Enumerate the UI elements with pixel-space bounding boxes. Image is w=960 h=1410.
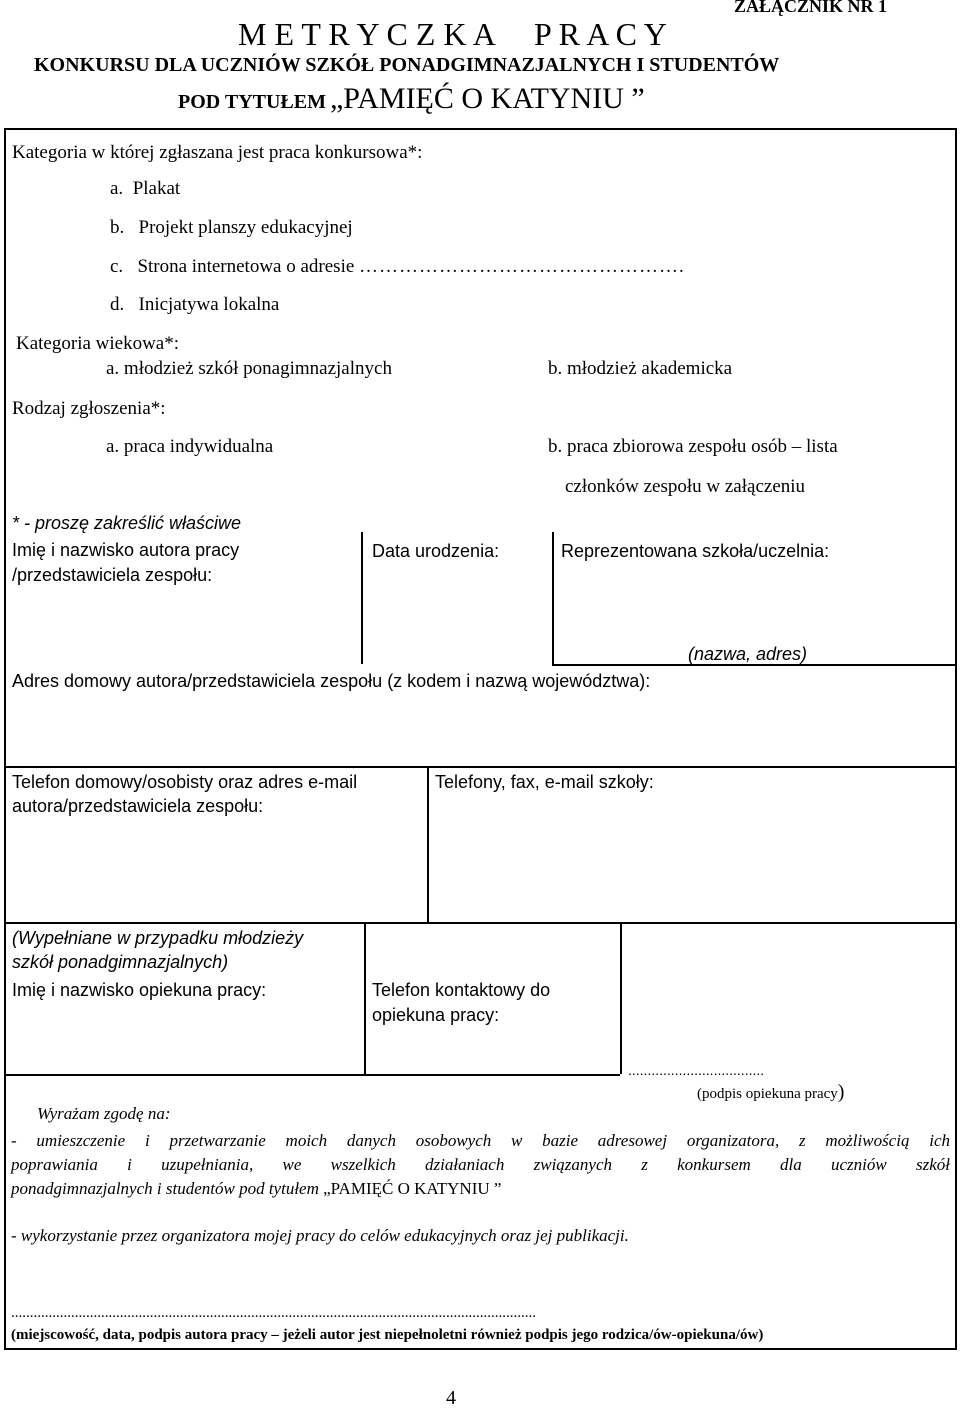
- divider: [361, 532, 363, 664]
- age-option-a[interactable]: a. młodzież szkół ponagimnazjalnych: [106, 358, 392, 379]
- divider: [427, 766, 429, 922]
- under-title-prefix: POD TYTUŁEM: [178, 91, 326, 113]
- form-title: M E T R Y C Z K A P R A C Y: [238, 16, 667, 52]
- supervisor-phone-label: [372, 980, 550, 1026]
- supervisor-signature-text: (podpis opiekuna pracy: [697, 1086, 838, 1102]
- supervisor-note-line2: szkół ponadgimnazjalnych): [12, 952, 229, 972]
- author-signature-label: (miejscowość, data, podpis autora pracy – jeżeli autor jest niepełnoletni również podpis jego rodzica/ów-opiekuna/ów): [11, 1327, 764, 1343]
- supervisor-phone-line2: opiekuna pracy:: [372, 1005, 500, 1025]
- url-dots: ………………………………………….: [359, 256, 685, 277]
- option-text: Plakat: [132, 178, 181, 199]
- consent-item1-line2: poprawiania i uzupełniania, we wszelkich działaniach związanych z konkursem dla uczniów szkół: [11, 1155, 950, 1174]
- submission-type-label: Rodzaj zgłoszenia*:: [12, 398, 166, 419]
- footnote: * - proszę zakreślić właściwe: [12, 513, 242, 533]
- option-letter: d.: [110, 294, 125, 315]
- birth-date-label: Data urodzenia:: [372, 541, 500, 561]
- option-letter: b.: [110, 217, 125, 238]
- option-letter: a.: [110, 178, 124, 199]
- supervisor-name-field[interactable]: [10, 1008, 358, 1068]
- form-subtitle: KONKURSU DLA UCZNIÓW SZKÓŁ PONADGIMNAZJALNYCH I STUDENTÓW: [34, 54, 780, 76]
- personal-contact-field[interactable]: [10, 826, 420, 916]
- option-text: Inicjatywa lokalna: [138, 294, 280, 315]
- home-address-field[interactable]: [10, 700, 950, 760]
- supervisor-name-label: Imię i nazwisko opiekuna pracy:: [12, 980, 267, 1000]
- divider: [552, 532, 554, 664]
- school-contact-label: Telefony, fax, e-mail szkoły:: [435, 772, 654, 792]
- author-name-field[interactable]: [12, 595, 352, 655]
- divider: [4, 1074, 620, 1076]
- supervisor-phone-field[interactable]: [370, 1036, 614, 1070]
- supervisor-signature-label: [697, 1081, 844, 1104]
- supervisor-signature-field[interactable]: [626, 928, 948, 1058]
- option-text: Projekt planszy edukacyjnej: [138, 217, 353, 238]
- divider: [364, 922, 366, 1074]
- consent-label: Wyrażam zgodę na:: [37, 1104, 171, 1123]
- contest-name: „PAMIĘĆ O KATYNIU ”: [329, 82, 645, 115]
- annex-label: ZAŁĄCZNIK NR 1: [734, 0, 888, 16]
- contest-title: [178, 82, 645, 116]
- divider: [4, 766, 957, 768]
- category-label: Kategoria w której zgłaszana jest praca konkursowa*:: [12, 142, 423, 163]
- option-letter: c.: [110, 256, 124, 277]
- category-option-a[interactable]: [110, 178, 180, 200]
- age-option-b[interactable]: b. młodzież akademicka: [548, 358, 733, 379]
- supervisor-note-line1: (Wypełniane w przypadku młodzieży: [12, 928, 304, 948]
- supervisor-phone-line1: Telefon kontaktowy do: [372, 980, 551, 1000]
- supervisor-signature-dots: ...................................: [628, 1062, 765, 1078]
- home-address-label: Adres domowy autora/przedstawiciela zespołu (z kodem i nazwą województwa):: [12, 671, 651, 691]
- submission-option-b-line1: b. praca zbiorowa zespołu osób – lista: [548, 436, 838, 457]
- divider: [4, 922, 957, 924]
- personal-contact-line2: autora/przedstawiciela zespołu:: [12, 796, 264, 816]
- category-option-b[interactable]: [110, 217, 353, 239]
- consent-item2: - wykorzystanie przez organizatora mojej pracy do celów edukacyjnych oraz jej publikacji.: [11, 1226, 629, 1245]
- author-name-line1: Imię i nazwisko autora pracy: [12, 540, 240, 560]
- supervisor-note: [12, 928, 303, 973]
- author-name-label: [12, 540, 239, 586]
- consent-item1-line1: - umieszczenie i przetwarzanie moich danych osobowych w bazie adresowej organizatora, z możliwością ich: [11, 1131, 950, 1150]
- divider: [552, 664, 957, 666]
- personal-contact-line1: Telefon domowy/osobisty oraz adres e-mail: [12, 772, 358, 792]
- submission-option-b[interactable]: [548, 436, 838, 458]
- personal-contact-label: [12, 772, 357, 817]
- age-category-label: Kategoria wiekowa*:: [16, 333, 180, 354]
- consent-contest-name: „PAMIĘĆ O KATYNIU ”: [323, 1179, 502, 1198]
- school-label: Reprezentowana szkoła/uczelnia:: [561, 541, 830, 561]
- consent-item1-line3: [11, 1179, 501, 1199]
- author-signature-dots: ............................................................................................................................................: [11, 1305, 536, 1321]
- submission-option-a[interactable]: a. praca indywidualna: [106, 436, 274, 457]
- author-signature-field[interactable]: [8, 1250, 953, 1300]
- category-option-d[interactable]: [110, 294, 279, 316]
- submission-option-b-line2: członków zespołu w załączeniu: [565, 476, 806, 497]
- school-field[interactable]: [558, 570, 948, 640]
- birth-date-field[interactable]: [368, 570, 546, 660]
- consent-item1-line3-text: ponadgimnazjalnych i studentów pod tytułem: [11, 1179, 319, 1198]
- category-option-c[interactable]: [110, 256, 685, 278]
- page-number: 4: [446, 1387, 456, 1409]
- school-contact-field[interactable]: [434, 800, 949, 915]
- supervisor-signature-paren: ): [837, 1081, 845, 1103]
- school-hint: (nazwa, adres): [688, 644, 808, 664]
- divider: [620, 922, 622, 1074]
- option-text: Strona internetowa o adresie: [137, 256, 355, 277]
- author-name-line2: /przedstawiciela zespołu:: [12, 565, 213, 585]
